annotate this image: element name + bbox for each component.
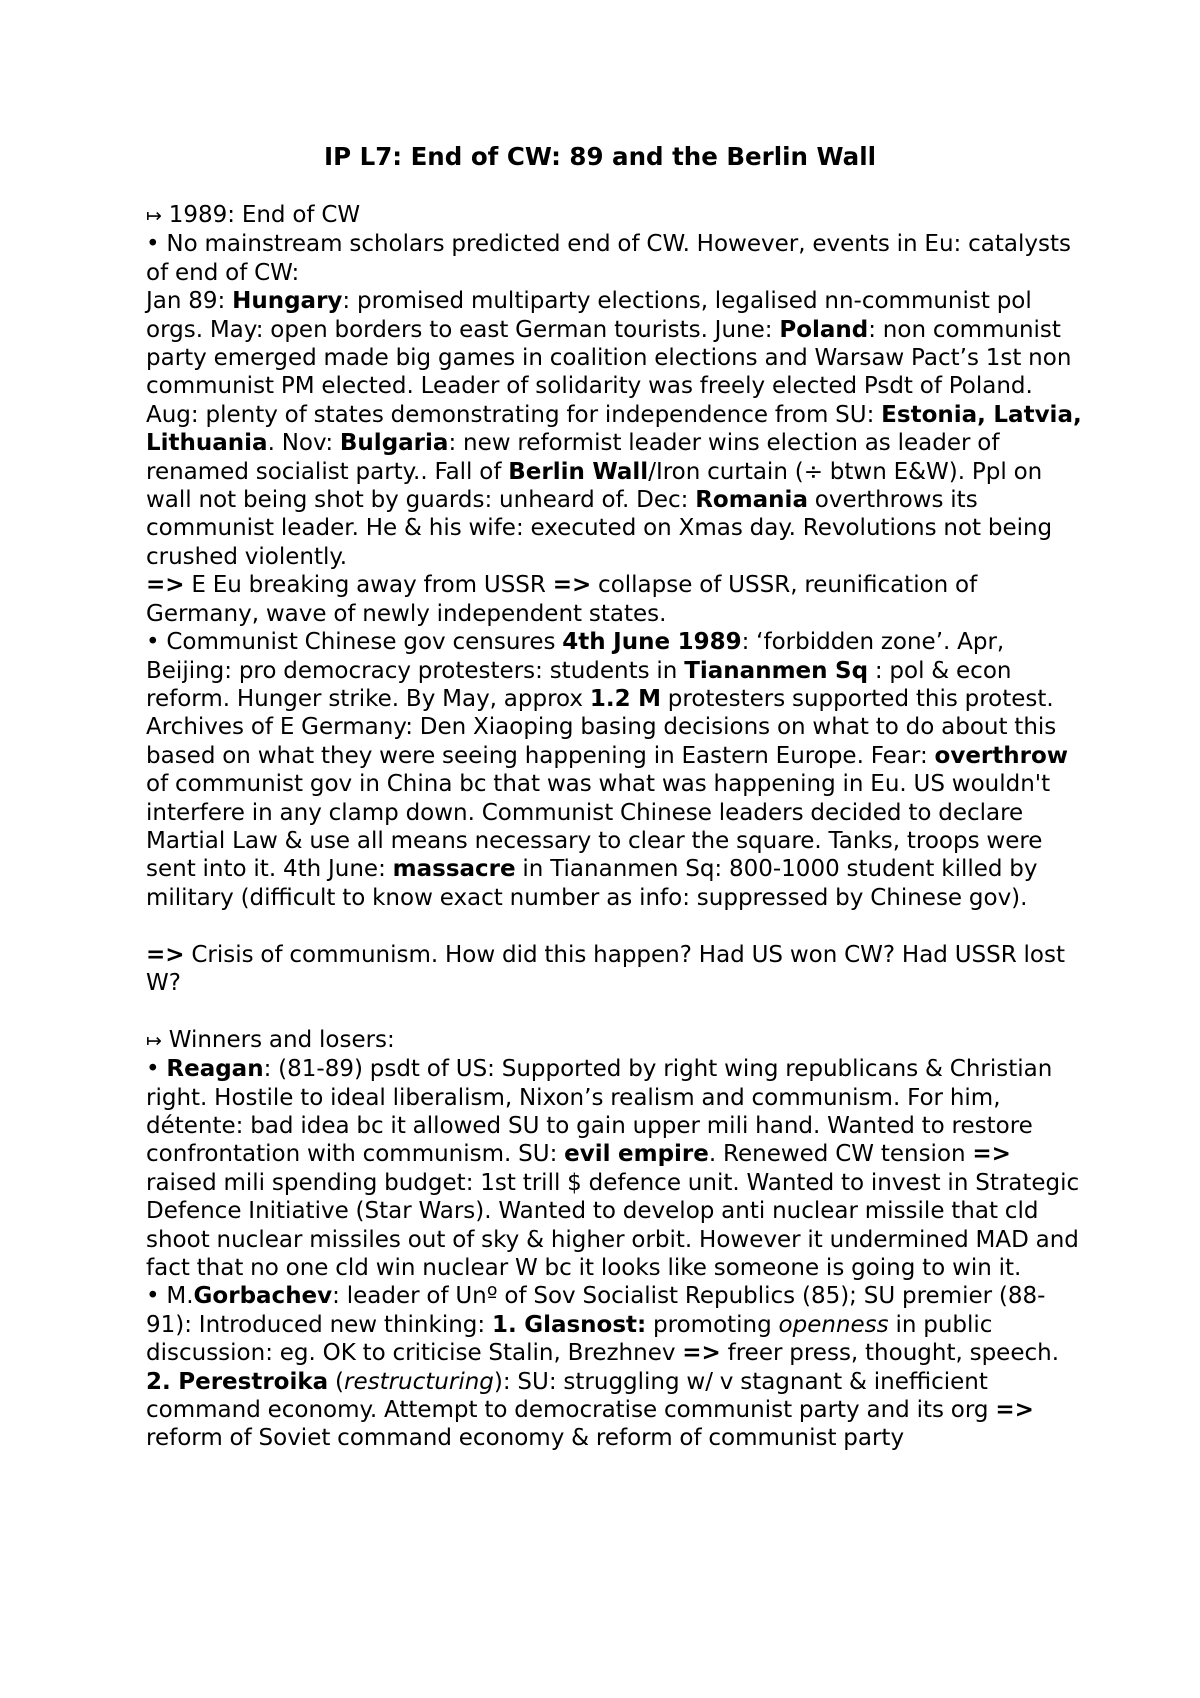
paragraph-tiananmen	[146, 628, 1086, 912]
bold-text: overthrow	[934, 742, 1069, 769]
bold-text: Bulgaria	[339, 430, 449, 457]
section-heading-winners	[146, 1026, 1086, 1055]
paragraph-gorbachev	[146, 1282, 1086, 1367]
text-run: collapse of USSR, reunification of Germany, wave of newly independent states.	[146, 572, 978, 627]
bold-text: =>	[972, 1141, 1011, 1168]
text-run: of communist gov in China bc that was what was happening in Eu. US wouldn't interfere in any clamp down. Communist Chinese leaders decided to declare Martial Law & use all means necessary to clear the square. Tanks, troops were sent into it. 4th June:	[146, 771, 1051, 883]
bold-text: 1. Glasnost:	[491, 1311, 647, 1338]
bold-text: Romania	[695, 487, 808, 514]
bold-text: massacre	[392, 856, 516, 883]
text-run: raised mili spending budget: 1st trill $ defence unit. Wanted to invest in Strategic Defence Initiative (Star Wars). Wanted to develop anti nuclear missile that cld shoot nuclear missiles out of sky & higher orbit. However it undermined MAD and fact that no one cld win nuclear W bc it looks like someone is going to win it.	[146, 1169, 1080, 1281]
text-run: : leader of Unº of Sov Socialist Republics (85); SU premier (88-91): Introduced new thinking:	[146, 1283, 1046, 1338]
paragraph-consequences	[146, 571, 1086, 628]
bold-text: =>	[146, 941, 185, 968]
bold-text: 1.2 M	[589, 685, 661, 712]
text-run: Jan 89:	[146, 288, 233, 315]
paragraph-perestroika	[146, 1368, 1086, 1453]
text-run: promoting	[646, 1311, 779, 1338]
text-run: overthrows its communist leader. He & his wife: executed on Xmas day. Revolutions not being crushed violently.	[146, 487, 1053, 570]
section-heading-1989	[146, 201, 1086, 230]
text-run: . Renewed CW tension	[708, 1141, 973, 1168]
blank-line	[146, 912, 1086, 940]
text-run: protesters supported this protest. Archives of E Germany: Den Xiaoping basing decisions on what to do about this based on what they were seeing happening in Eastern Europe. Fear:	[146, 685, 1057, 769]
bold-text: Poland	[779, 316, 869, 343]
paragraph-reagan	[146, 1055, 1086, 1282]
text-run: •	[146, 1056, 167, 1083]
text-run: E Eu breaking away from USSR	[184, 572, 553, 599]
text-run: : non communist party emerged made big games in coalition elections and Warsaw Pact’s 1st non communist PM elected. Leader of solidarity was freely elected Psdt of Poland. Aug: plenty of states demonstrating for independence from SU:	[146, 316, 1072, 428]
paragraph-events-1989	[146, 287, 1086, 571]
italic-text: openness	[778, 1311, 889, 1338]
text-run: in public discussion: eg. OK to criticise Stalin, Brezhnev	[146, 1311, 993, 1367]
bold-text: =>	[146, 572, 185, 599]
text-run: /Iron curtain (÷ btwn E&W). Ppl on wall not being shot by guards: unheard of. Dec:	[146, 458, 1043, 514]
bold-text: Berlin Wall	[508, 458, 649, 485]
document-body	[146, 201, 1086, 1453]
bullet-icon: •	[146, 231, 160, 258]
bold-text: =>	[995, 1397, 1034, 1424]
arrow-icon: ↦	[146, 1029, 162, 1052]
bold-text: Reagan	[166, 1056, 264, 1083]
bold-text: Gorbachev	[193, 1283, 333, 1310]
text-run: in Tiananmen Sq: 800-1000 student killed by military (difficult to know exact number as info: suppressed by Chinese gov).	[146, 856, 1038, 911]
paragraph-crisis	[146, 941, 1086, 998]
text-run: ): SU: struggling w/ v stagnant & inefficient command economy. Attempt to democratise communist party and its org	[146, 1368, 996, 1424]
text-run: freer press, thought, speech.	[720, 1340, 1060, 1367]
text-run: : pol & econ reform. Hunger strike. By May, approx	[146, 657, 1012, 712]
bold-text: 4th June 1989	[562, 629, 742, 656]
text-run: (	[328, 1368, 344, 1395]
text-run: : (81-89) psdt of US: Supported by right wing republicans & Christian right. Hostile to ideal liberalism, Nixon’s realism and communism. For him, détente: bad idea bc it allowed SU to gain upper mili hand. Wanted to restore confrontation with communism. SU:	[146, 1056, 1053, 1168]
text-run: : new reformist leader wins election as leader of renamed socialist party.. Fall of	[146, 430, 1000, 485]
text-run: reform of Soviet command economy & reform of communist party	[146, 1425, 905, 1452]
text-run: : ‘forbidden zone’. Apr, Beijing: pro democracy protesters: students in	[146, 629, 1005, 684]
bold-text: Estonia, Latvia, Lithuania	[146, 401, 1082, 457]
section-heading-text: Winners and losers:	[161, 1026, 395, 1053]
blank-line	[146, 997, 1086, 1025]
text-run: : promised multiparty elections, legalised nn-communist pol orgs. May: open borders to east German tourists. June:	[146, 288, 1032, 343]
italic-text: restructuring	[343, 1368, 494, 1395]
section-heading-text: 1989: End of CW	[161, 202, 361, 228]
text-run: • Communist Chinese gov censures	[146, 629, 563, 656]
page-title: IP L7: End of CW: 89 and the Berlin Wall	[323, 142, 876, 171]
paragraph-scholars	[146, 230, 1086, 287]
bold-text: Tiananmen Sq	[684, 657, 869, 684]
paragraph-text: No mainstream scholars predicted end of CW. However, events in Eu: catalysts of end of CW:	[146, 231, 1071, 286]
arrow-icon: ↦	[146, 205, 162, 227]
text-run: Crisis of communism. How did this happen? Had US won CW? Had USSR lost W?	[146, 941, 1066, 996]
bold-text: evil empire	[564, 1141, 709, 1168]
bold-text: =>	[682, 1340, 721, 1367]
bold-text: Hungary	[232, 288, 343, 315]
bold-text: 2. Perestroika	[146, 1368, 329, 1395]
text-run: . Nov:	[267, 430, 340, 457]
text-run: • M.	[146, 1283, 194, 1310]
bold-text: =>	[552, 572, 592, 599]
